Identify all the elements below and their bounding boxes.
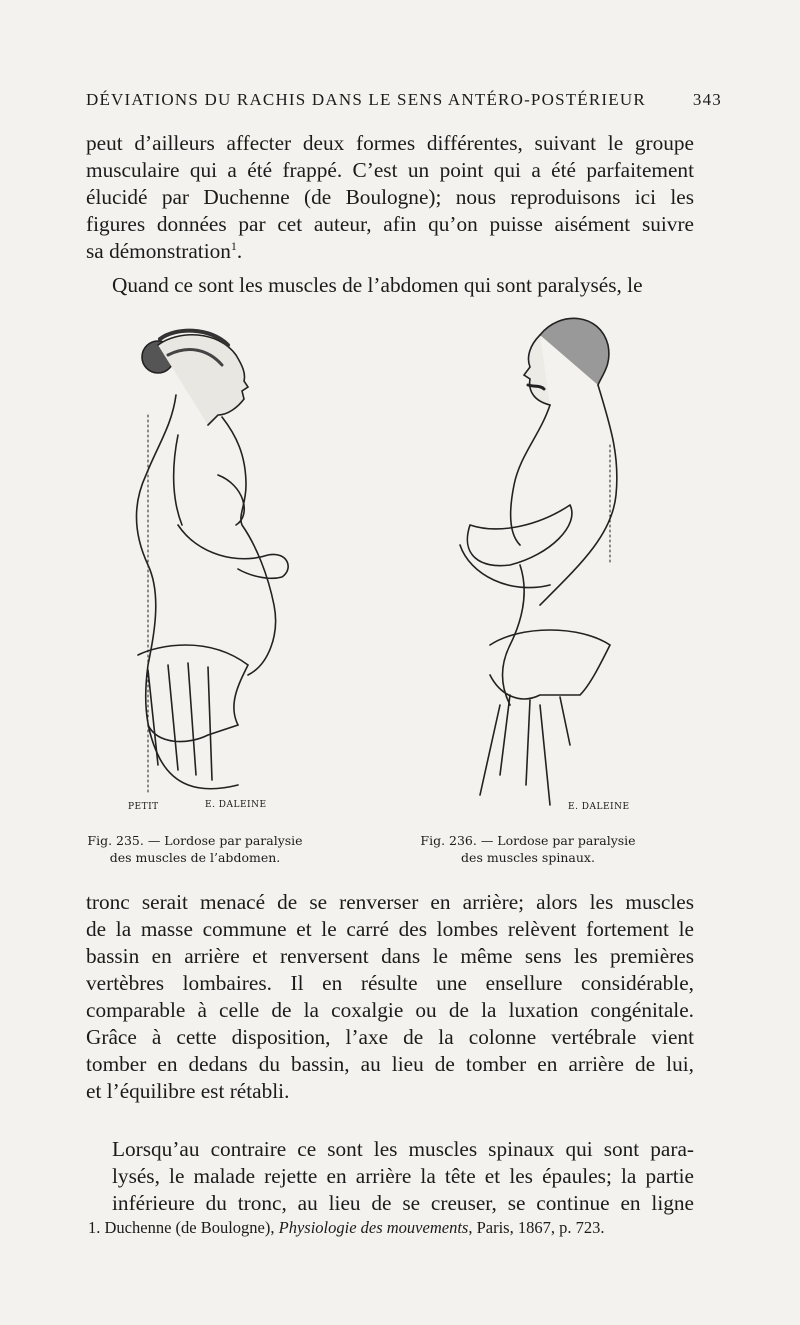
running-header	[86, 90, 722, 110]
text-line: bassin en arrière et renversent dans le même sens les premières	[86, 944, 694, 968]
caption-line: Fig. 235. — Lordose par paralysie	[87, 833, 303, 848]
text-line: comparable à celle de la coxalgie ou de la luxation congénitale.	[86, 998, 694, 1022]
footnote-reference[interactable]: 1	[230, 238, 237, 253]
paragraph-1	[86, 130, 694, 265]
text-line: musculaire qui a été frappé. C’est un point qui a été parfaitement	[86, 158, 694, 182]
engraver-signature: PETIT	[128, 802, 159, 812]
figure-236-illustration	[430, 305, 640, 815]
figure-236-caption	[408, 832, 648, 866]
running-title: DÉVIATIONS DU RACHIS DANS LE SENS ANTÉRO-POSTÉRIEUR	[86, 90, 646, 109]
sentence-end: .	[236, 239, 243, 263]
engraver-signature: E. DALEINE	[205, 800, 267, 810]
text-line: Quand ce sont les muscles de l’abdomen qui sont paralysés, le	[112, 273, 643, 297]
figure-235-caption	[80, 832, 310, 866]
footnote-details: , Paris, 1867, p. 723.	[468, 1218, 605, 1237]
text-line: Grâce à cette disposition, l’axe de la colonne vertébrale vient	[86, 1025, 694, 1049]
figure-235-illustration	[118, 325, 358, 815]
text-line: élucidé par Duchenne (de Boulogne); nous reproduisons ici les	[86, 185, 694, 209]
text-line: tomber en dedans du bassin, au lieu de tomber en arrière de lui,	[86, 1052, 694, 1076]
paragraph-4	[86, 1136, 694, 1217]
paragraph-2	[86, 272, 694, 299]
footnote-author: Duchenne (de Boulogne),	[104, 1218, 275, 1237]
text-line: peut d’ailleurs affecter deux formes différentes, suivant le groupe	[86, 131, 694, 155]
text-line: vertèbres lombaires. Il en résulte une ensellure considérable,	[86, 971, 694, 995]
text-line-content: sa démonstration	[86, 239, 231, 263]
paragraph-3	[86, 889, 694, 1105]
text-line: de la masse commune et le carré des lombes relèvent fortement le	[86, 917, 694, 941]
footnote-number: 1.	[88, 1218, 101, 1237]
footnote-title: Physiologie des mouvements	[278, 1218, 469, 1237]
text-line: Lorsqu’au contraire ce sont les muscles spinaux qui sont para-	[112, 1137, 694, 1161]
engraver-signature: E. DALEINE	[568, 802, 630, 812]
footnote	[88, 1218, 708, 1238]
text-line	[86, 238, 694, 265]
text-line: figures données par cet auteur, afin qu’on puisse aisément suivre	[86, 212, 694, 236]
caption-line: Fig. 236. — Lordose par paralysie	[420, 833, 636, 848]
caption-line: des muscles spinaux.	[461, 850, 595, 865]
text-line: et l’équilibre est rétabli.	[86, 1079, 290, 1103]
page-number: 343	[692, 90, 722, 109]
text-line: inférieure du tronc, au lieu de se creuser, se continue en ligne	[112, 1191, 694, 1215]
text-line: lysés, le malade rejette en arrière la tête et les épaules; la partie	[112, 1164, 694, 1188]
caption-line: des muscles de l’abdomen.	[109, 850, 281, 865]
text-line: tronc serait menacé de se renverser en arrière; alors les muscles	[86, 890, 694, 914]
